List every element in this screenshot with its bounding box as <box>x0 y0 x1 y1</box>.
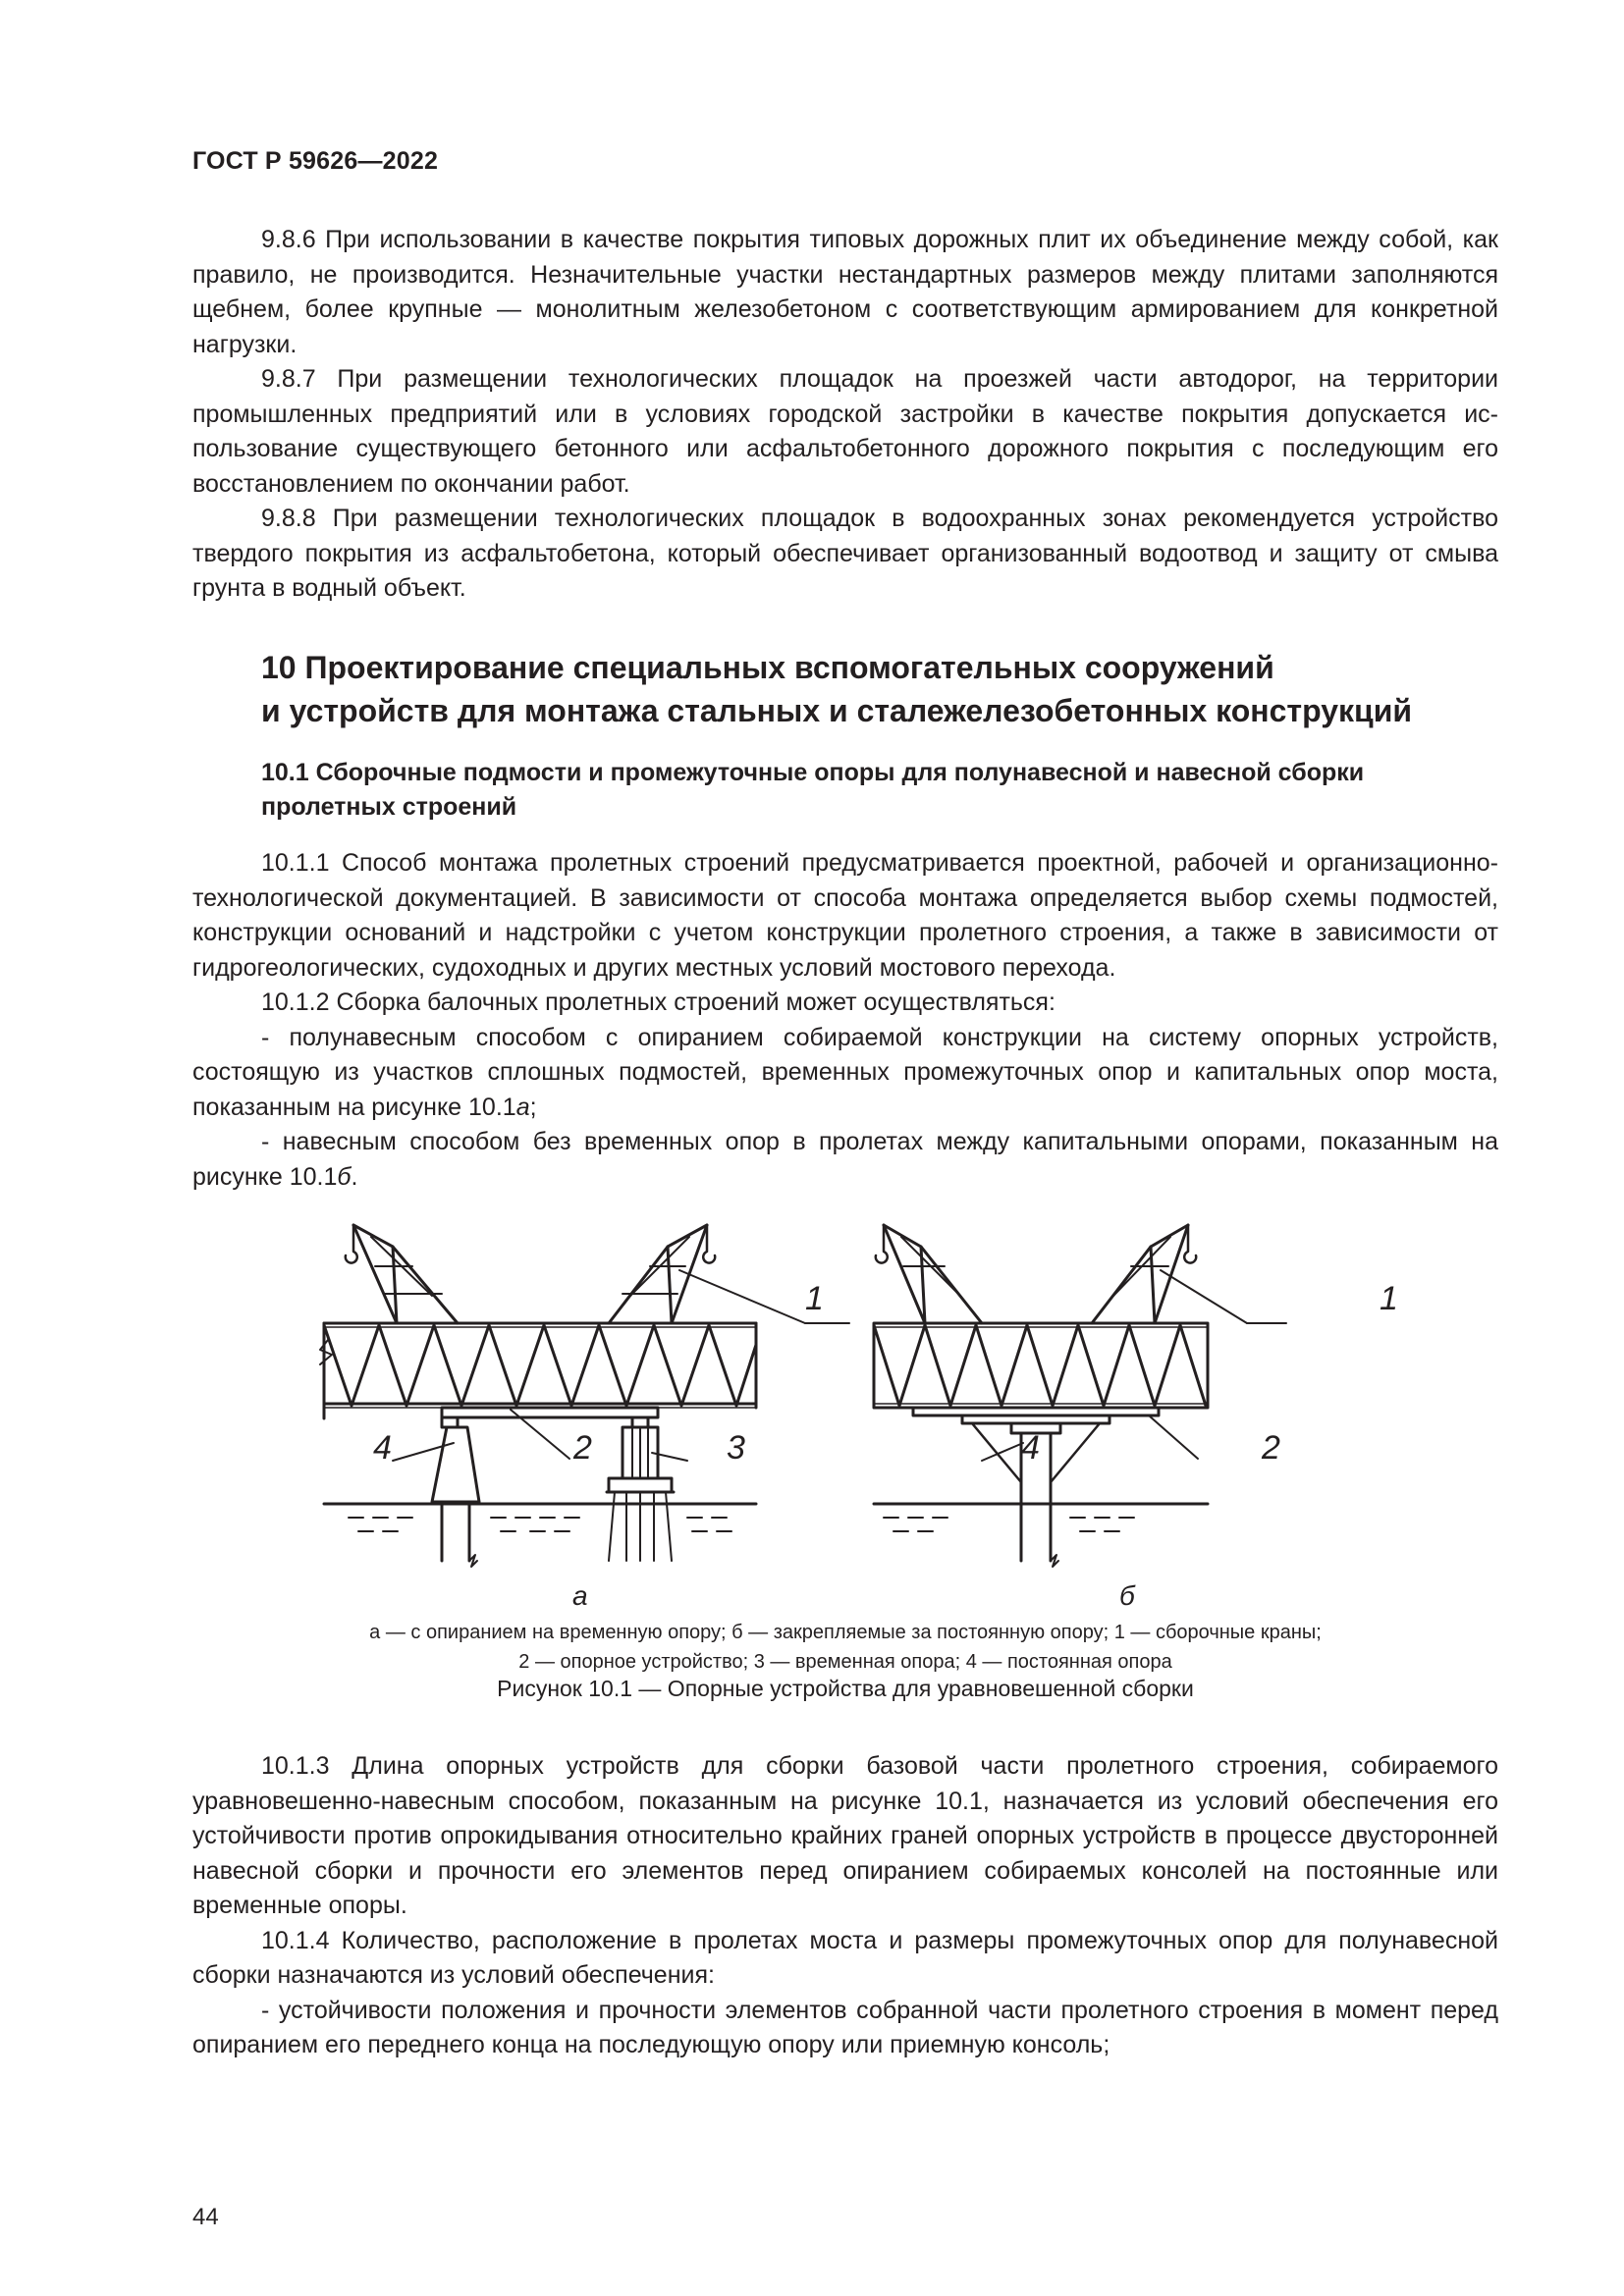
bottom-text-block <box>192 1749 1498 2063</box>
list-item-text: - полунавесным способом с опиранием собираемой конструкции на систему опорных устройств, состоящую из участков сплошных подмостей, временных промежуточных опор и капитальных опор моста, показанным на рисунке 10.1 <box>192 1023 1498 1121</box>
figure-legend <box>192 1618 1498 1677</box>
figure-label-b: б <box>1119 1580 1135 1611</box>
legend-line2: 2 — опорное устройство; 3 — временная опора; 4 — постоянная опора <box>518 1651 1172 1673</box>
figure-caption: Рисунок 10.1 — Опорные устройства для уравновешенной сборки <box>497 1676 1194 1701</box>
top-text-block <box>192 223 1498 607</box>
list-item-semi-cantilever <box>192 1021 1498 1126</box>
section-title <box>261 646 1508 732</box>
diagram-b <box>874 1225 1286 1567</box>
figure-ref-b: б <box>337 1162 352 1191</box>
paragraph-9-8-6: 9.8.6 При использовании в качестве покрытия типовых дорожных плит их объединение между собой, как правило, не производится. Незначительные участки нестандартных размеров между плитами заполняются щебнем, более крупные — монолитным железобетоном с соответствующим армированием для конкретной нагрузки. <box>192 226 1498 358</box>
subsection-title <box>261 756 1508 825</box>
callout-a-4: 4 <box>373 1429 392 1467</box>
list-item-text: - навесным способом без временных опор в пролетах между капитальными опорами, показанным на рисунке 10.1 <box>192 1128 1498 1191</box>
list-item-stability: - устойчивости положения и прочности элементов собранной части пролетного строения в момент перед опиранием его переднего конца на последующую опору или приемную консоль; <box>192 1996 1498 2058</box>
callout-b-2: 2 <box>1262 1429 1280 1467</box>
list-item-end: . <box>351 1162 358 1191</box>
subsection-title-line2: пролетных строений <box>261 793 517 821</box>
paragraph-10-1-2: 10.1.2 Сборка балочных пролетных строений может осуществляться: <box>261 988 1056 1016</box>
paragraph-9-8-7: 9.8.7 При размещении технологических площадок на проезжей части автодорог, на территории промышленных предприятий или в условиях городской застройки в качестве покрытия допускается использование существующего бетонного или асфальтобетонного дорожного покрытия с последующим его восстановлением по окончании работ. <box>192 365 1498 498</box>
section-title-line1: 10 Проектирование специальных вспомогательных сооружений <box>261 650 1274 685</box>
middle-text-block <box>192 846 1498 1195</box>
subsection-title-line1: 10.1 Сборочные подмости и промежуточные опоры для полунавесной и навесной сборки <box>261 759 1365 786</box>
diagram-a <box>320 1225 849 1567</box>
callout-b-1: 1 <box>1380 1280 1398 1317</box>
paragraph-10-1-3: 10.1.3 Длина опорных устройств для сборки базовой части пролетного строения, собираемого уравновешенно-навесным способом, показанным на рисунке 10.1, назначается из условий обеспечения его устойчивости против опрокидывания относительно крайних граней опорных устройств в процессе двусторонней навесной сборки и прочности его элементов перед опиранием собираемых консолей на постоянные или временные опоры. <box>192 1752 1498 1919</box>
list-item-cantilever <box>192 1125 1498 1195</box>
page-number: 44 <box>192 2204 219 2230</box>
callout-b-4: 4 <box>1021 1429 1040 1467</box>
legend-line1: а — с опиранием на временную опору; б — закрепляемые за постоянную опору; 1 — сборочные краны; <box>369 1622 1322 1643</box>
document-header: ГОСТ Р 59626—2022 <box>192 147 439 175</box>
callout-a-3: 3 <box>727 1429 745 1467</box>
paragraph-10-1-4: 10.1.4 Количество, расположение в пролетах моста и размеры промежуточных опор для полунавесной сборки назначаются из условий обеспечения: <box>192 1926 1498 1989</box>
callout-a-1: 1 <box>805 1280 824 1317</box>
paragraph-10-1-1: 10.1.1 Способ монтажа пролетных строений предусматривается проектной, рабочей и организационно-технологической документацией. В зависимости от способа монтажа определяется выбор схемы подмостей, конструкции оснований и надстройки с учетом конструкции пролетного строения, а также в зависимости от гидрогеологических, судоходных и других местных условий мостового перехода. <box>192 849 1498 982</box>
callout-a-2: 2 <box>573 1429 592 1467</box>
figure-drawing <box>295 1207 1394 1600</box>
list-item-end: ; <box>529 1093 537 1121</box>
paragraph-9-8-8: 9.8.8 При размещении технологических площадок в водоохранных зонах рекомендуется устройство твердого покрытия из асфальтобетона, который обеспечивает организованный водоотвод и защиту от смыва грунта в водный объект. <box>192 505 1498 602</box>
figure-10-1 <box>295 1207 1398 1611</box>
figure-label-a: а <box>572 1580 588 1611</box>
figure-ref-a: а <box>515 1093 530 1121</box>
section-title-line2: и устройств для монтажа стальных и сталежелезобетонных конструкций <box>261 693 1413 728</box>
